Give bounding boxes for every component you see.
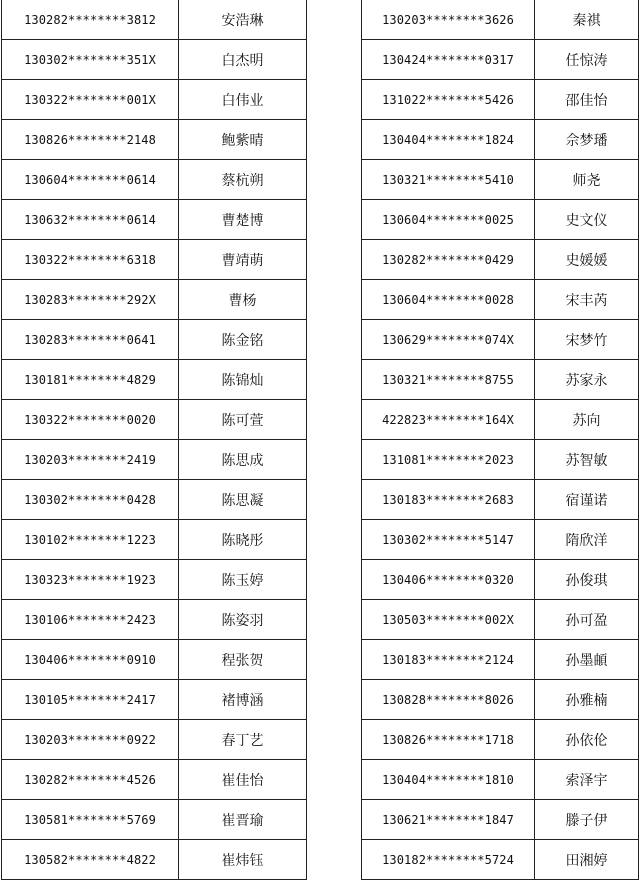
student-name-cell: 陈可萱 — [179, 400, 307, 440]
id-number-cell: 130105********2417 — [2, 680, 179, 720]
student-name-cell: 孙依伦 — [535, 720, 639, 760]
id-number-cell: 130406********0320 — [362, 560, 535, 600]
student-name-cell: 崔炜钰 — [179, 840, 307, 880]
table-row — [362, 160, 639, 200]
student-name-cell: 苏智敏 — [535, 440, 639, 480]
student-name-cell: 陈思凝 — [179, 480, 307, 520]
table-row — [362, 760, 639, 800]
id-number-cell: 130629********074X — [362, 320, 535, 360]
student-name-cell: 曹楚博 — [179, 200, 307, 240]
id-number-cell: 130604********0028 — [362, 280, 535, 320]
id-number-cell: 130302********351X — [2, 40, 179, 80]
student-name-cell: 陈金铭 — [179, 320, 307, 360]
id-number-cell: 130302********5147 — [362, 520, 535, 560]
student-name-cell: 苏向 — [535, 400, 639, 440]
table-row — [362, 0, 639, 40]
id-number-cell: 130322********0020 — [2, 400, 179, 440]
id-number-cell: 130106********2423 — [2, 600, 179, 640]
student-name-cell: 师尧 — [535, 160, 639, 200]
student-name-cell: 安浩琳 — [179, 0, 307, 40]
id-number-cell: 130302********0428 — [2, 480, 179, 520]
id-number-cell: 130621********1847 — [362, 800, 535, 840]
student-name-cell: 鲍紫晴 — [179, 120, 307, 160]
table-row — [362, 680, 639, 720]
id-number-cell: 130826********1718 — [362, 720, 535, 760]
student-name-cell: 孙雅楠 — [535, 680, 639, 720]
id-number-cell: 130203********2419 — [2, 440, 179, 480]
table-row — [362, 640, 639, 680]
table-row — [362, 840, 639, 880]
id-number-cell: 130323********1923 — [2, 560, 179, 600]
student-name-cell: 陈晓彤 — [179, 520, 307, 560]
table-row — [2, 840, 307, 880]
student-name-cell: 崔佳怡 — [179, 760, 307, 800]
table-row — [362, 440, 639, 480]
id-number-cell: 130183********2683 — [362, 480, 535, 520]
id-number-cell: 131022********5426 — [362, 80, 535, 120]
student-name-cell: 褚博涵 — [179, 680, 307, 720]
student-name-cell: 陈姿羽 — [179, 600, 307, 640]
table-row — [362, 40, 639, 80]
id-number-cell: 130203********0922 — [2, 720, 179, 760]
id-number-cell: 130406********0910 — [2, 640, 179, 680]
table-row — [2, 640, 307, 680]
id-number-cell: 130632********0614 — [2, 200, 179, 240]
id-number-cell: 130424********0317 — [362, 40, 535, 80]
student-name-cell: 田湘婷 — [535, 840, 639, 880]
table-row — [2, 360, 307, 400]
table-row — [2, 560, 307, 600]
student-name-cell: 白杰明 — [179, 40, 307, 80]
student-name-cell: 任惊涛 — [535, 40, 639, 80]
student-name-cell: 陈锦灿 — [179, 360, 307, 400]
id-number-cell: 130181********4829 — [2, 360, 179, 400]
student-name-cell: 史媛媛 — [535, 240, 639, 280]
id-number-cell: 130581********5769 — [2, 800, 179, 840]
id-number-cell: 130826********2148 — [2, 120, 179, 160]
student-name-cell: 春丁艺 — [179, 720, 307, 760]
table-row — [362, 240, 639, 280]
student-name-cell: 曹靖萌 — [179, 240, 307, 280]
id-number-cell: 422823********164X — [362, 400, 535, 440]
student-name-cell: 宋梦竹 — [535, 320, 639, 360]
id-number-cell: 130828********8026 — [362, 680, 535, 720]
right-table-body — [362, 0, 639, 880]
student-name-cell: 孙墨頔 — [535, 640, 639, 680]
id-number-cell: 130283********292X — [2, 280, 179, 320]
left-table-body — [2, 0, 307, 880]
table-row — [2, 120, 307, 160]
table-row — [2, 680, 307, 720]
id-number-cell: 131081********2023 — [362, 440, 535, 480]
student-name-cell: 索泽宇 — [535, 760, 639, 800]
table-row — [362, 200, 639, 240]
student-name-cell: 苏家永 — [535, 360, 639, 400]
table-row — [2, 600, 307, 640]
student-name-cell: 邵佳怡 — [535, 80, 639, 120]
student-name-cell: 孙俊琪 — [535, 560, 639, 600]
id-number-cell: 130282********4526 — [2, 760, 179, 800]
student-name-cell: 崔晋瑜 — [179, 800, 307, 840]
table-row — [362, 320, 639, 360]
table-row — [362, 400, 639, 440]
id-number-cell: 130282********0429 — [362, 240, 535, 280]
student-name-cell: 滕子伊 — [535, 800, 639, 840]
id-number-cell: 130321********5410 — [362, 160, 535, 200]
student-name-cell: 陈思成 — [179, 440, 307, 480]
table-row — [362, 720, 639, 760]
id-number-cell: 130283********0641 — [2, 320, 179, 360]
id-number-cell: 130182********5724 — [362, 840, 535, 880]
table-row — [2, 800, 307, 840]
id-number-cell: 130322********001X — [2, 80, 179, 120]
table-row — [362, 520, 639, 560]
table-row — [2, 280, 307, 320]
student-name-cell: 曹杨 — [179, 280, 307, 320]
table-row — [362, 360, 639, 400]
id-number-cell: 130604********0025 — [362, 200, 535, 240]
table-row — [2, 480, 307, 520]
table-row — [362, 120, 639, 160]
table-row — [2, 760, 307, 800]
id-number-cell: 130203********3626 — [362, 0, 535, 40]
left-name-table — [1, 0, 307, 880]
table-row — [362, 480, 639, 520]
table-row — [362, 560, 639, 600]
student-name-cell: 蔡杭朔 — [179, 160, 307, 200]
table-row — [2, 160, 307, 200]
id-number-cell: 130321********8755 — [362, 360, 535, 400]
id-number-cell: 130404********1810 — [362, 760, 535, 800]
table-row — [2, 320, 307, 360]
student-name-cell: 陈玉婷 — [179, 560, 307, 600]
student-name-cell: 白伟业 — [179, 80, 307, 120]
id-number-cell: 130604********0614 — [2, 160, 179, 200]
table-row — [2, 400, 307, 440]
id-number-cell: 130322********6318 — [2, 240, 179, 280]
table-row — [362, 600, 639, 640]
table-row — [2, 40, 307, 80]
student-name-cell: 孙可盈 — [535, 600, 639, 640]
table-row — [362, 80, 639, 120]
table-row — [2, 0, 307, 40]
id-number-cell: 130102********1223 — [2, 520, 179, 560]
student-name-cell: 秦祺 — [535, 0, 639, 40]
student-name-cell: 程张贺 — [179, 640, 307, 680]
id-number-cell: 130282********3812 — [2, 0, 179, 40]
table-row — [2, 440, 307, 480]
student-name-cell: 史文仪 — [535, 200, 639, 240]
table-row — [2, 520, 307, 560]
id-number-cell: 130582********4822 — [2, 840, 179, 880]
student-name-cell: 佘梦璠 — [535, 120, 639, 160]
table-row — [2, 80, 307, 120]
table-row — [2, 240, 307, 280]
id-number-cell: 130503********002X — [362, 600, 535, 640]
student-name-cell: 宋丰芮 — [535, 280, 639, 320]
table-row — [362, 800, 639, 840]
student-name-cell: 宿谨诺 — [535, 480, 639, 520]
table-row — [2, 200, 307, 240]
id-number-cell: 130404********1824 — [362, 120, 535, 160]
table-row — [362, 280, 639, 320]
student-name-cell: 隋欣洋 — [535, 520, 639, 560]
table-row — [2, 720, 307, 760]
id-number-cell: 130183********2124 — [362, 640, 535, 680]
right-name-table — [361, 0, 639, 880]
